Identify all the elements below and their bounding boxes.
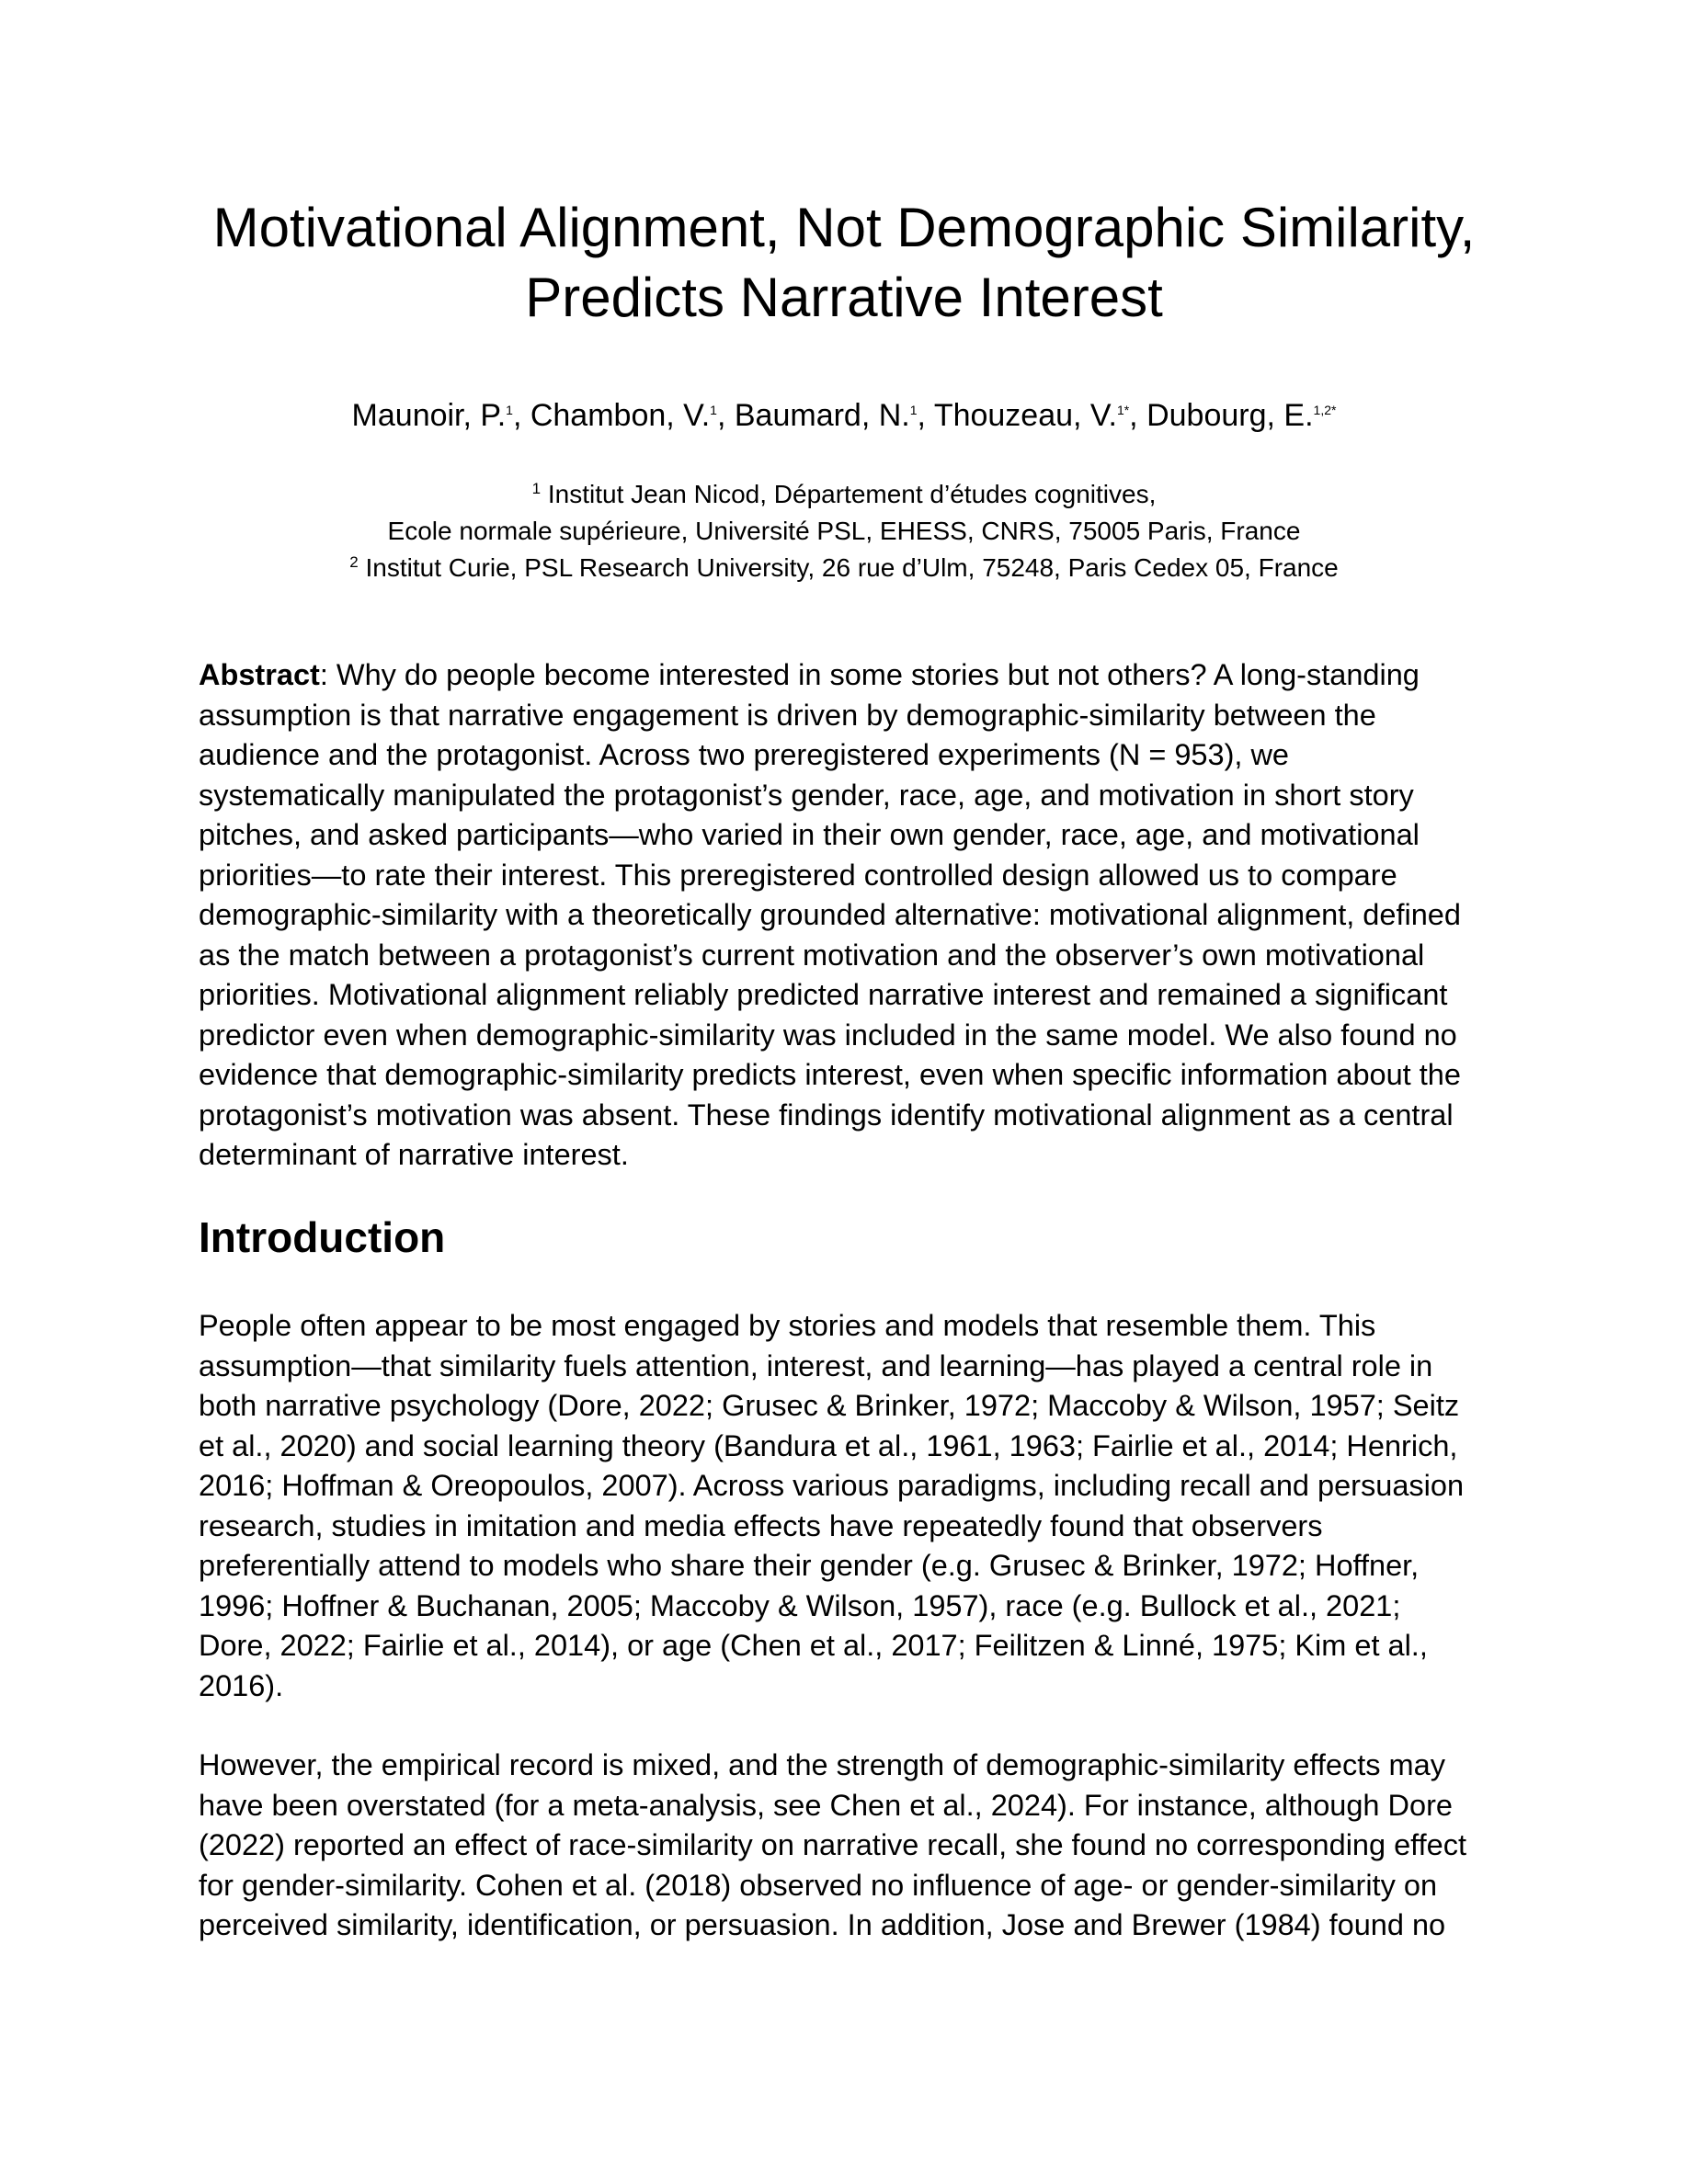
affiliation-number: 1 [531, 480, 542, 497]
abstract-line: protagonist’s motivation was absent. These findings identify motivational alignment as a central [199, 1098, 1454, 1132]
abstract [199, 655, 1495, 1176]
author-affiliation-marker: 1 [710, 403, 717, 417]
abstract-line: evidence that demographic-similarity predicts interest, even when specific information about the [199, 1058, 1461, 1091]
author-affiliation-marker: 1,2* [1313, 403, 1337, 417]
abstract-line: systematically manipulated the protagonist’s gender, race, age, and motivation in short story [199, 778, 1414, 812]
introduction-paragraph-1 [199, 1306, 1495, 1706]
author-affiliation-marker: 1* [1116, 403, 1130, 417]
author-list [0, 395, 1688, 436]
affiliation-text: Institut Jean Nicod, Département d’études cognitives, [547, 480, 1157, 508]
paragraph-line: both narrative psychology (Dore, 2022; Grusec & Brinker, 1972; Maccoby & Wilson, 1957; Seitz [199, 1389, 1460, 1422]
author-separator: , [1129, 398, 1147, 433]
paper-title [0, 193, 1688, 333]
author-name: Baumard, N. [734, 398, 910, 433]
affiliation-1-continued: Ecole normale supérieure, Université PSL, EHESS, CNRS, 75005 Paris, France [387, 517, 1301, 545]
paragraph-line: perceived similarity, identification, or persuasion. In addition, Jose and Brewer (1984) found no [199, 1908, 1446, 1941]
paragraph-line: 2016). [199, 1668, 284, 1702]
paragraph-line: 2016; Hoffman & Oreopoulos, 2007). Across various paradigms, including recall and persuasion [199, 1469, 1465, 1502]
paragraph-line: et al., 2020) and social learning theory (Bandura et al., 1961, 1963; Fairlie et al., 2014; Henrich, [199, 1428, 1458, 1462]
paragraph-line: 1996; Hoffner & Buchanan, 2005; Maccoby & Wilson, 1957), race (e.g. Bullock et al., 2021; [199, 1588, 1401, 1622]
abstract-line: priorities. Motivational alignment reliably predicted narrative interest and remained a significant [199, 978, 1448, 1011]
author-name: Maunoir, P. [351, 398, 507, 433]
paragraph-line: However, the empirical record is mixed, and the strength of demographic-similarity effects may [199, 1748, 1445, 1781]
abstract-line: pitches, and asked participants—who varied in their own gender, race, age, and motivational [199, 818, 1420, 851]
abstract-line: assumption is that narrative engagement is driven by demographic-similarity between the [199, 698, 1376, 732]
abstract-label: Abstract [199, 658, 320, 691]
abstract-line: demographic-similarity with a theoretically grounded alternative: motivational alignment, defined [199, 898, 1461, 931]
paragraph-line: for gender-similarity. Cohen et al. (2018) observed no influence of age- or gender-similarity on [199, 1868, 1438, 1902]
affiliation-number: 2 [349, 553, 359, 571]
author-affiliation-marker: 1 [506, 403, 513, 417]
section-heading-introduction: Introduction [199, 1213, 446, 1261]
abstract-line [199, 655, 1495, 696]
abstract-line: determinant of narrative interest. [199, 1138, 629, 1171]
paragraph-line: People often appear to be most engaged by stories and models that resemble them. This [199, 1309, 1376, 1342]
title-line: Predicts Narrative Interest [525, 267, 1163, 328]
abstract-line: as the match between a protagonist’s current motivation and the observer’s own motivational [199, 938, 1425, 972]
abstract-line: predictor even when demographic-similarity was included in the same model. We also found no [199, 1018, 1457, 1052]
paragraph-line: Dore, 2022; Fairlie et al., 2014), or age (Chen et al., 2017; Feilitzen & Linné, 1975; Kim et al., [199, 1629, 1428, 1662]
affiliation-2 [0, 550, 1688, 586]
introduction-paragraph-2 [199, 1746, 1495, 1946]
paragraph-line: (2022) reported an effect of race-similarity on narrative recall, she found no corresponding effect [199, 1828, 1466, 1861]
paragraph-line: assumption—that similarity fuels attention, interest, and learning—has played a central role in [199, 1348, 1433, 1382]
title-line: Motivational Alignment, Not Demographic Similarity, [212, 197, 1476, 258]
paragraph-line: research, studies in imitation and media effects have repeatedly found that observers [199, 1508, 1323, 1542]
abstract-line: audience and the protagonist. Across two preregistered experiments (N = 953), we [199, 738, 1289, 771]
author-separator: , [716, 398, 735, 433]
paragraph-line: have been overstated (for a meta-analysis, see Chen et al., 2024). For instance, although Dore [199, 1788, 1453, 1822]
author-affiliation-marker: 1 [909, 403, 918, 417]
abstract-line: priorities—to rate their interest. This preregistered controlled design allowed us to compare [199, 858, 1397, 892]
paragraph-line: preferentially attend to models who share their gender (e.g. Grusec & Brinker, 1972; Hoffner, [199, 1549, 1420, 1582]
affiliation-1 [0, 476, 1688, 513]
affiliation-list [0, 476, 1688, 586]
author-separator: , [512, 398, 530, 433]
author-name: Chambon, V. [530, 398, 711, 433]
author-name: Dubourg, E. [1146, 398, 1314, 433]
author-name: Thouzeau, V. [933, 398, 1117, 433]
abstract-text: : Why do people become interested in some stories but not others? A long-standing [319, 658, 1420, 691]
affiliation-text: Institut Curie, PSL Research University, 26 rue d’Ulm, 75248, Paris Cedex 05, France [365, 553, 1339, 582]
author-separator: , [917, 398, 934, 433]
